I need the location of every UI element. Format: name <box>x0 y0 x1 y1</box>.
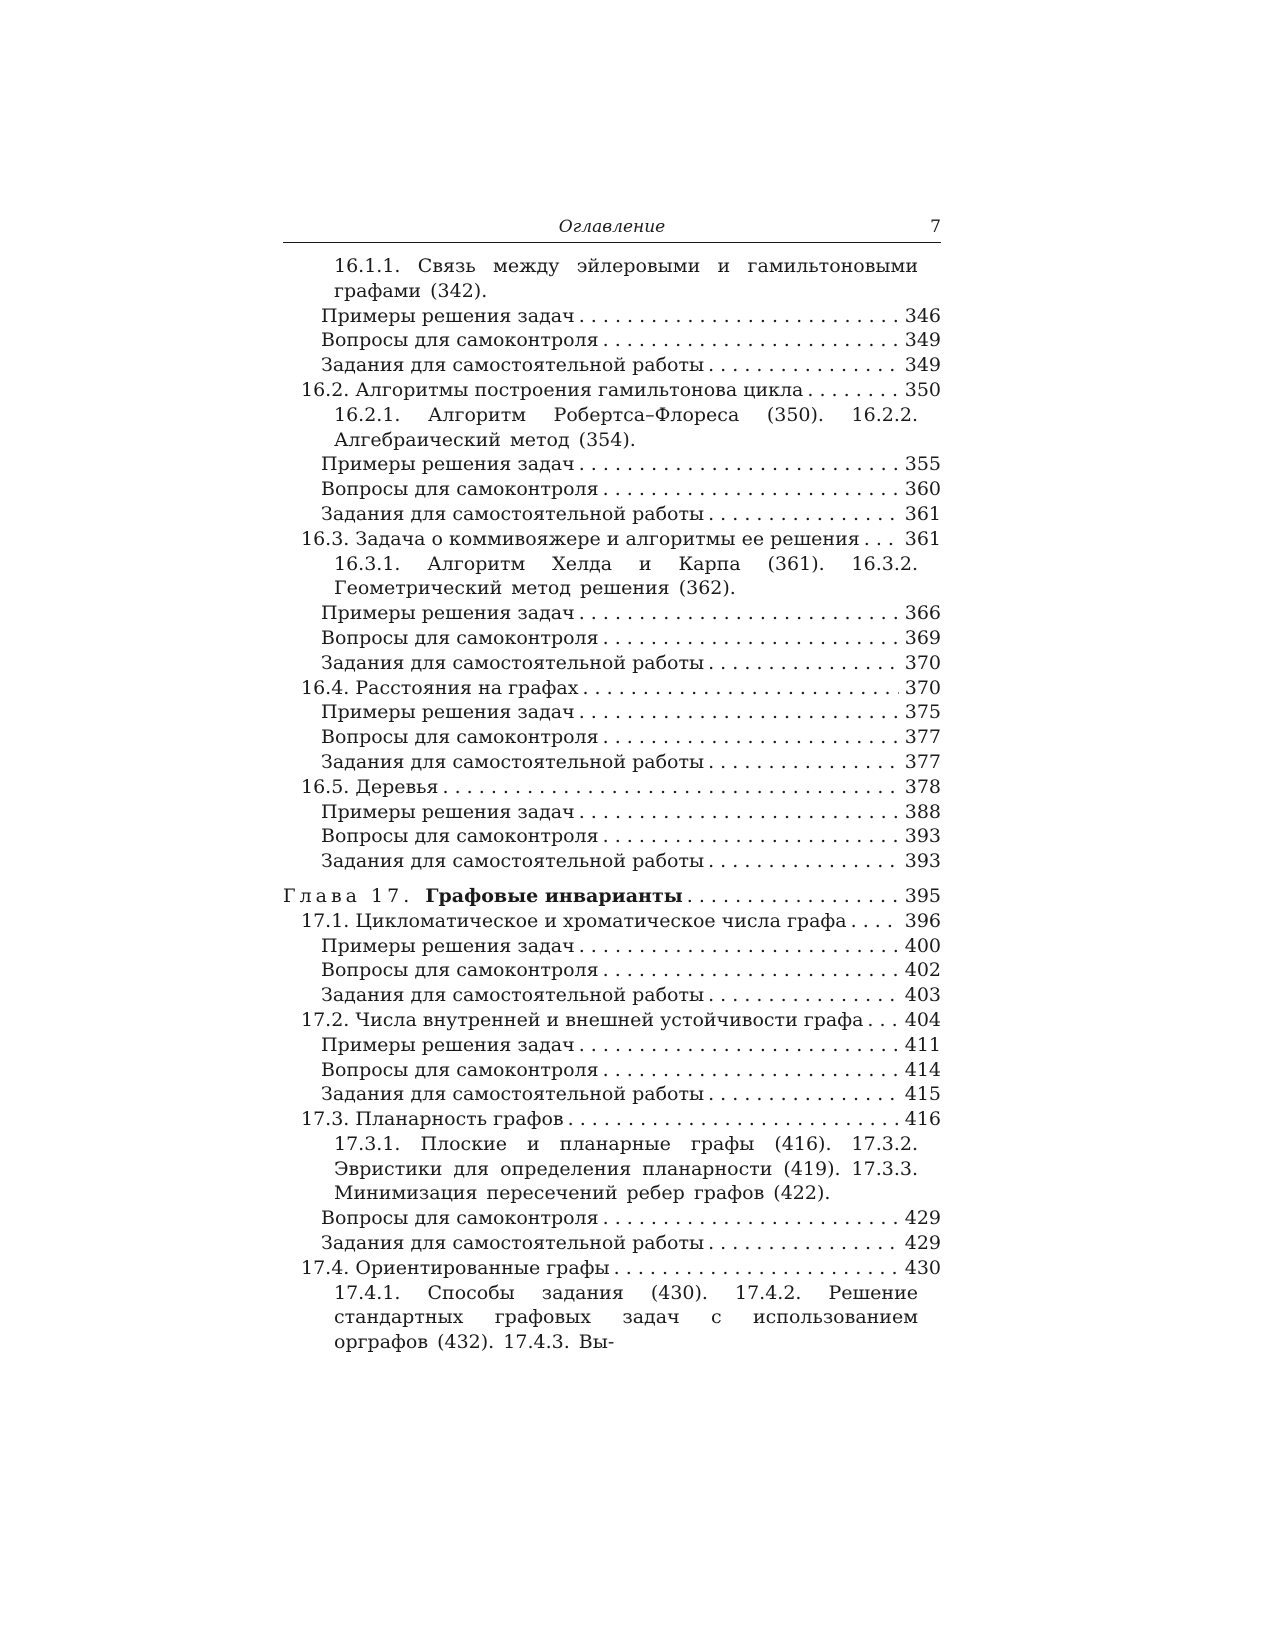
toc-page-number: 360 <box>904 478 941 501</box>
toc-entry-label: Примеры решения задач <box>321 602 575 625</box>
dot-leader <box>864 527 899 552</box>
toc-page-number: 416 <box>904 1108 941 1131</box>
toc-page-number: 430 <box>904 1256 941 1279</box>
toc-page-number: 429 <box>904 1232 941 1255</box>
toc-entry[interactable] <box>283 1058 941 1083</box>
toc-section[interactable] <box>283 676 941 701</box>
dot-leader <box>603 328 899 353</box>
toc-entry-label: Примеры решения задач <box>321 934 575 957</box>
toc-entry[interactable] <box>283 983 941 1008</box>
toc-section[interactable] <box>283 527 941 552</box>
toc-section-label: 16.2. Алгоритмы построения гамильтонова цикла <box>301 378 804 401</box>
dot-leader <box>708 1231 899 1256</box>
toc-page-number: 403 <box>904 984 941 1007</box>
toc-page-number: 361 <box>904 527 941 550</box>
dot-leader <box>603 626 899 651</box>
toc-chapter-label <box>283 884 683 909</box>
toc-page-number: 375 <box>904 701 941 724</box>
toc-entry-label: Вопросы для самоконтроля <box>321 1207 599 1230</box>
toc-entry[interactable] <box>283 502 941 527</box>
toc-entry[interactable] <box>283 725 941 750</box>
toc-subsections: 17.3.1. Плоские и планарные графы (416). 17.3.2. Эвристики для определения планарности (419). 17.3.3. Минимизация пересечений ребер графов (422). <box>334 1132 918 1205</box>
toc-section[interactable] <box>283 909 941 934</box>
toc-page-number: 402 <box>904 959 941 982</box>
toc-page-number: 429 <box>904 1207 941 1230</box>
dot-leader <box>579 700 899 725</box>
running-head <box>283 212 941 243</box>
dot-leader <box>851 909 899 934</box>
toc-page-number: 395 <box>904 884 941 907</box>
toc-section[interactable] <box>283 1107 941 1132</box>
dot-leader <box>708 849 899 874</box>
toc-entry-label: Примеры решения задач <box>321 701 575 724</box>
toc-page-number: 400 <box>904 934 941 957</box>
toc-entry-label: Задания для самостоятельной работы <box>321 984 705 1007</box>
toc-entry[interactable] <box>283 601 941 626</box>
toc-entry-label: Вопросы для самоконтроля <box>321 959 599 982</box>
dot-leader <box>807 378 898 403</box>
toc-page-number: 415 <box>904 1083 941 1106</box>
toc-page-number: 377 <box>904 750 941 773</box>
toc-page-number: 377 <box>904 726 941 749</box>
toc-page-number: 370 <box>904 676 941 699</box>
dot-leader <box>603 477 899 502</box>
toc-entry[interactable] <box>283 849 941 874</box>
toc-subsections: 16.1.1. Связь между эйлеровыми и гамильтоновыми графами (342). <box>334 255 918 302</box>
chapter-title: Графовые инварианты <box>425 884 683 907</box>
toc-page-number: 349 <box>904 354 941 377</box>
dot-leader <box>579 1033 899 1058</box>
toc-section[interactable] <box>283 378 941 403</box>
dot-leader <box>579 452 899 477</box>
chapter-number: Глава 17. <box>283 884 414 907</box>
dot-leader <box>582 676 898 701</box>
toc-entry[interactable] <box>283 958 941 983</box>
dot-leader <box>708 983 899 1008</box>
toc-entry[interactable] <box>283 934 941 959</box>
toc-page-number: 366 <box>904 602 941 625</box>
toc-entry[interactable] <box>283 1231 941 1256</box>
dot-leader <box>867 1008 898 1033</box>
toc-entry-label: Примеры решения задач <box>321 304 575 327</box>
toc-entry[interactable] <box>283 700 941 725</box>
toc-entry-label: Вопросы для самоконтроля <box>321 626 599 649</box>
toc-page-number: 388 <box>904 800 941 823</box>
toc-entry-label: Вопросы для самоконтроля <box>321 1058 599 1081</box>
toc-chapter[interactable] <box>283 884 941 909</box>
dot-leader <box>603 725 899 750</box>
toc-entry[interactable] <box>283 800 941 825</box>
toc-page-number: 414 <box>904 1058 941 1081</box>
toc-entry-label: Вопросы для самоконтроля <box>321 726 599 749</box>
toc-page-number: 404 <box>904 1008 941 1031</box>
toc-entry[interactable] <box>283 304 941 329</box>
toc-entry-label: Вопросы для самоконтроля <box>321 478 599 501</box>
toc-entry-label: Примеры решения задач <box>321 800 575 823</box>
toc-section[interactable] <box>283 1256 941 1281</box>
dot-leader <box>443 775 899 800</box>
toc-page-number: 370 <box>904 651 941 674</box>
toc-page-number: 346 <box>904 304 941 327</box>
dot-leader <box>603 824 899 849</box>
toc-section-label: 17.3. Планарность графов <box>301 1108 564 1131</box>
toc-page-number: 393 <box>904 850 941 873</box>
dot-leader <box>603 1058 899 1083</box>
toc-page-number: 393 <box>904 825 941 848</box>
dot-leader <box>687 884 899 909</box>
toc-subsections: 16.3.1. Алгоритм Хелда и Карпа (361). 16.3.2. Геометрический метод решения (362). <box>334 552 918 600</box>
toc-page <box>283 212 941 1355</box>
toc-entry[interactable] <box>283 328 941 353</box>
toc-entry-label: Задания для самостоятельной работы <box>321 750 705 773</box>
toc-entry-label: Задания для самостоятельной работы <box>321 1232 705 1255</box>
dot-leader <box>579 800 899 825</box>
table-of-contents <box>283 254 941 1355</box>
toc-section-label: 16.3. Задача о коммивояжере и алгоритмы ее решения <box>301 527 860 550</box>
dot-leader <box>708 1082 899 1107</box>
toc-entry-label: Задания для самостоятельной работы <box>321 1083 705 1106</box>
dot-leader <box>603 958 899 983</box>
toc-entry[interactable] <box>283 750 941 775</box>
page-number: 7 <box>930 217 941 237</box>
dot-leader <box>708 750 899 775</box>
toc-subsections: 17.4.1. Способы задания (430). 17.4.2. Решение стандартных графовых задач с использованием орграфов (432). 17.4.3. Вы- <box>334 1281 918 1354</box>
toc-section[interactable] <box>283 1008 941 1033</box>
toc-section-label: 16.4. Расстояния на графах <box>301 676 579 699</box>
dot-leader <box>579 304 899 329</box>
dot-leader <box>603 1206 899 1231</box>
toc-entry-label: Задания для самостоятельной работы <box>321 850 705 873</box>
toc-entry[interactable] <box>283 1082 941 1107</box>
dot-leader <box>579 601 899 626</box>
toc-page-number: 378 <box>904 775 941 798</box>
toc-page-number: 355 <box>904 453 941 476</box>
toc-entry-label: Задания для самостоятельной работы <box>321 354 705 377</box>
dot-leader <box>708 353 899 378</box>
dot-leader <box>579 934 899 959</box>
toc-page-number: 396 <box>904 909 941 932</box>
toc-page-number: 369 <box>904 626 941 649</box>
toc-entry-label: Примеры решения задач <box>321 453 575 476</box>
toc-entry-label: Вопросы для самоконтроля <box>321 825 599 848</box>
toc-entry[interactable] <box>283 353 941 378</box>
toc-section-label: 16.5. Деревья <box>301 775 439 798</box>
toc-section-label: 17.1. Цикломатическое и хроматическое числа графа <box>301 909 847 932</box>
toc-entry[interactable] <box>283 651 941 676</box>
toc-section[interactable] <box>283 775 941 800</box>
toc-entry[interactable] <box>283 1206 941 1231</box>
dot-leader <box>708 502 899 527</box>
toc-entry[interactable] <box>283 1033 941 1058</box>
dot-leader <box>708 651 899 676</box>
toc-subsections: 16.2.1. Алгоритм Робертса–Флореса (350). 16.2.2. Алгебраический метод (354). <box>334 403 918 451</box>
toc-entry[interactable] <box>283 452 941 477</box>
dot-leader <box>568 1107 899 1132</box>
toc-page-number: 361 <box>904 502 941 525</box>
dot-leader <box>614 1256 899 1281</box>
toc-section-label: 17.4. Ориентированные графы <box>301 1256 610 1279</box>
toc-page-number: 411 <box>904 1033 941 1056</box>
toc-entry-label: Примеры решения задач <box>321 1033 575 1056</box>
toc-entry[interactable] <box>283 824 941 849</box>
toc-entry-label: Задания для самостоятельной работы <box>321 502 705 525</box>
toc-section-label: 17.2. Числа внутренней и внешней устойчивости графа <box>301 1008 864 1031</box>
toc-page-number: 350 <box>904 378 941 401</box>
toc-entry[interactable] <box>283 626 941 651</box>
toc-entry-label: Вопросы для самоконтроля <box>321 329 599 352</box>
toc-entry[interactable] <box>283 477 941 502</box>
toc-page-number: 349 <box>904 329 941 352</box>
running-title: Оглавление <box>558 217 666 237</box>
toc-entry-label: Задания для самостоятельной работы <box>321 651 705 674</box>
